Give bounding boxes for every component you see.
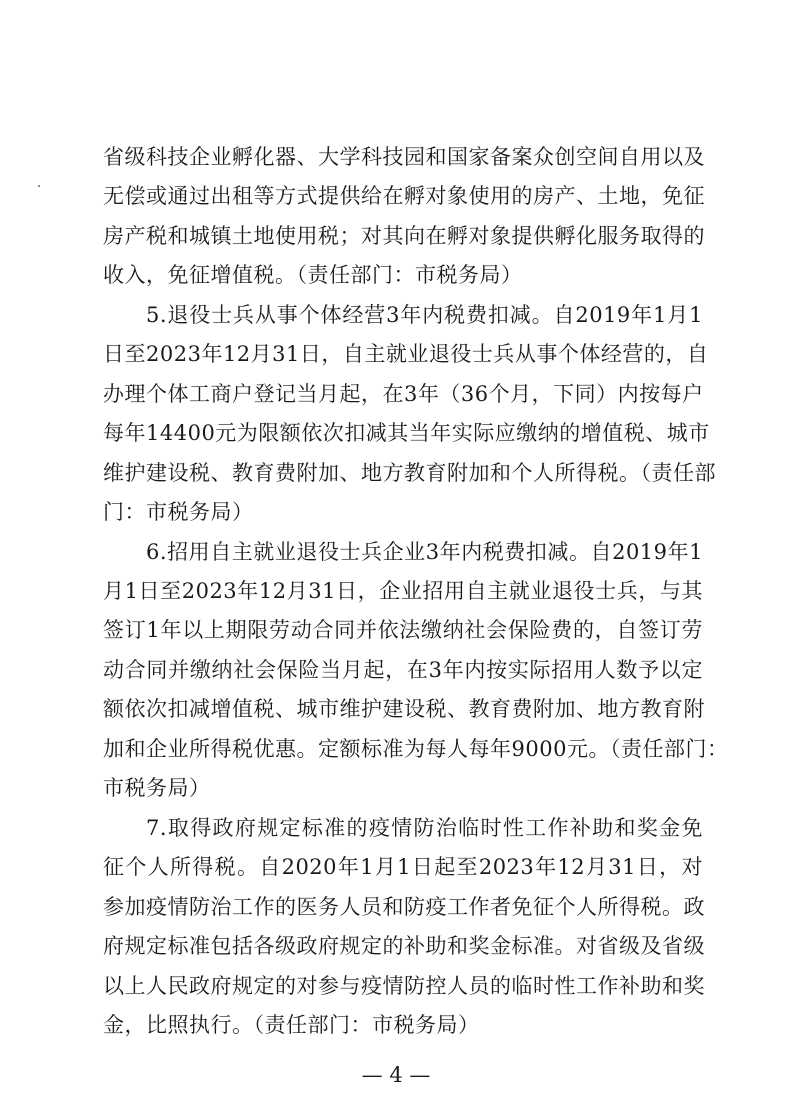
text-line: 府规定标准包括各级政府规定的补助和奖金标准。对省级及省级 (103, 934, 705, 958)
text-line: 加和企业所得税优惠。定额标准为每人每年9000元。（责任部门： (103, 737, 729, 761)
text-line: 征个人所得税。自2020年1月1日起至2023年12月31日，对 (103, 855, 703, 879)
paragraph-heading-6: 6.招用自主就业退役士兵企业3年内税费扣减。自2019年1 (146, 540, 703, 564)
text-line: 参加疫情防治工作的医务人员和防疫工作者免征个人所得税。政 (103, 895, 705, 919)
text-line: 市税务局） (103, 776, 211, 800)
text-line: 动合同并缴纳社会保险当月起，在3年内按实际招用人数予以定 (103, 658, 703, 682)
text-line: 省级科技企业孵化器、大学科技园和国家备案众创空间自用以及 (103, 145, 705, 169)
text-line: 房产税和城镇土地使用税；对其向在孵对象提供孵化服务取得的 (103, 224, 705, 248)
text-line: 额依次扣减增值税、城市维护建设税、教育费附加、地方教育附 (103, 697, 705, 721)
text-line: 金，比照执行。（责任部门：市税务局） (103, 1013, 480, 1037)
text-line: 月1日至2023年12月31日，企业招用自主就业退役士兵，与其 (103, 579, 703, 603)
text-line: 办理个体工商户登记当月起，在3年（36个月，下同）内按每户 (103, 382, 704, 406)
text-line: 日至2023年12月31日，自主就业退役士兵从事个体经营的，自 (103, 342, 709, 366)
paragraph-heading-5: 5.退役士兵从事个体经营3年内税费扣减。自2019年1月1 (146, 303, 703, 327)
scan-speck (38, 185, 40, 187)
text-line: 无偿或通过出租等方式提供给在孵对象使用的房产、土地，免征 (103, 184, 705, 208)
text-line: 签订1年以上期限劳动合同并依法缴纳社会保险费的，自签订劳 (103, 618, 703, 642)
text-line: 维护建设税、教育费附加、地方教育附加和个人所得税。（责任部 (103, 461, 716, 485)
text-line: 门：市税务局） (103, 500, 254, 524)
text-line: 以上人民政府规定的对参与疫情防控人员的临时性工作补助和奖 (103, 974, 705, 998)
text-line: 每年14400元为限额依次扣减其当年实际应缴纳的增值税、城市 (103, 421, 710, 445)
paragraph-heading-7: 7.取得政府规定标准的疫情防治临时性工作补助和奖金免 (146, 816, 703, 840)
text-line: 收入，免征增值税。（责任部门：市税务局） (103, 263, 523, 287)
page-number: — 4 — (361, 1063, 431, 1087)
